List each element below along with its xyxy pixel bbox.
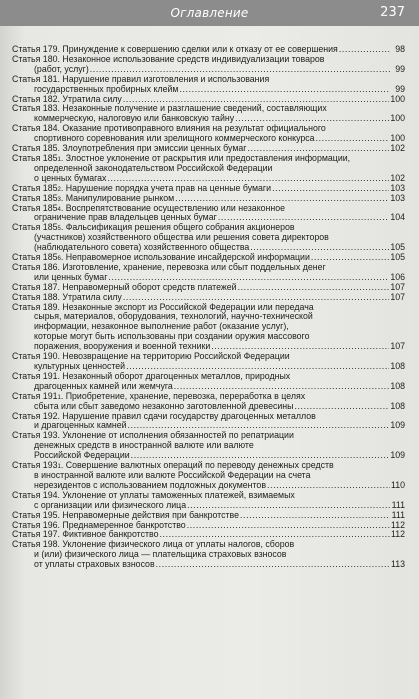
article-number: Статья 185 [12,192,58,203]
entry-text: определенной законодательством Российской Федерации [34,162,273,173]
entry-text: Статья 180. Незаконное использование средств индивидуализации товаров [12,53,325,64]
entry-page-number: 105 [390,242,405,253]
entry-text: (наблюдательного совета) хозяйственного общества [34,242,250,253]
entry-page-number: 108 [390,380,405,391]
entry-page-number: 113 [390,559,405,570]
entry-text: культурных ценностей [34,361,126,371]
toc-entry-line: Статья 185 4 . Воспрепятствование осуществлению или незаконное [12,202,286,213]
toc-entry-line: Статья 185 2 . Нарушение порядка учета прав на ценные бумаги ..... 103 [12,184,405,194]
entry-text: Статья 194. Уклонение от уплаты таможенных платежей, взимаемых [12,489,295,500]
entry-text: от уплаты страховых взносов [34,559,155,570]
entry-text: о ценных бумагах [34,172,107,183]
toc-entry-line: Статья 185 1 . Злостное уклонение от раскрытия или предоставления информации, [12,152,351,163]
entry-text: поражения, вооружения и военной техники [34,341,211,352]
toc-entry [12,540,405,570]
entry-page-number: 98 [395,44,405,54]
toc-entry [12,412,405,432]
entry-page-number: 111 [391,509,405,520]
running-header [0,0,419,26]
toc-entry [12,154,405,184]
toc-entry [12,303,405,353]
entry-text: Статья 187. Неправомерный оборот средств платежей [12,281,237,292]
dot-leader [240,511,390,521]
entry-text: (работ, услуг) [34,63,89,74]
page-number: 237 [380,5,405,20]
article-number: Статья 185 [12,182,58,193]
entry-text: Статья 179. Принуждение к совершению сделки или к отказу от ее совершения [12,44,338,54]
dot-leader [156,560,390,570]
entry-page-number: 110 [390,479,405,490]
entry-text: спортивного соревнования или зрелищного коммерческого конкурса [34,133,315,144]
toc-entry [12,263,405,283]
entry-text: Статья 191. Незаконный оборот драгоценных металлов, природных [12,370,291,381]
entry-page-number: 111 [391,499,405,510]
toc-entry [12,194,405,204]
entry-page-number: 109 [390,450,405,461]
dot-leader [238,283,390,293]
entry-text: коммерческую, налоговую или банковскую тайну [34,113,235,124]
entry-page-number: 99 [395,83,405,94]
article-number: Статья 191 [12,390,58,401]
toc-entry [12,461,405,491]
entry-page-number: 112 [390,529,405,540]
entry-text: Статья 195. Неправомерные действия при банкротстве [12,509,240,520]
entry-text: и драгоценных камней [34,420,127,431]
entry-text: . Приобретение, хранение, перевозка, переработка в целях [60,390,306,401]
dot-leader [187,521,390,531]
entry-text: ограничение прав владельцев ценных бумаг [34,212,217,223]
entry-text: в иностранной валюте или валюте Российской Федерации на счета [34,469,311,480]
entry-text: Статья 192. Нарушение правил сдачи государству драгоценных металлов [12,410,316,421]
entry-page-number: 100 [390,113,405,124]
entry-text: Статья 182. Утратила силу [12,93,122,104]
toc-entry [12,491,405,511]
toc-entry [12,392,405,412]
toc-entry-line [12,560,405,570]
entry-text: Статья 190. Невозвращение на территорию Российской Федерации [12,351,290,362]
article-number: Статья 185 [12,152,58,163]
entry-text: Статья 196. Преднамеренное банкротство [12,519,186,530]
entry-text: Статья 184. Оказание противоправного влияния на результат официального [12,123,326,134]
entry-text: или ценных бумаг [34,271,108,282]
table-of-contents [12,45,405,570]
dot-leader [316,134,390,144]
entry-text: и (или) физического лица — плательщика страховых взносов [34,549,287,560]
entry-text: Статья 181. Нарушение правил изготовления и использования [12,73,270,84]
entry-page-number: 109 [390,420,405,431]
entry-text: . Фальсификация решения общего собрания акционеров [60,222,295,233]
toc-entry-line: Статья 185 3 . Манипулирование рынком ..... 103 [12,194,405,204]
entry-text: . Манипулирование рынком [60,192,175,203]
entry-page-number: 107 [390,281,405,292]
entry-text: сбыта или сбыт заведомо незаконно заготовленной древесины [34,400,294,411]
toc-entry [12,124,405,144]
toc-entry [12,104,405,124]
entry-text: Статья 193. Уклонение от исполнения обязанностей по репатриации [12,430,294,441]
toc-entry-line: Статья 185 6 . Неправомерное использование инсайдерской информации ..... 105 [12,253,405,263]
entry-text: Статья 188. Утратила силу [12,291,122,302]
entry-text: которые могут быть использованы при создании оружия массового [34,331,310,342]
entry-text: Статья 197. Фиктивное банкротство [12,529,159,540]
entry-text: . Совершение валютных операций по переводу денежных средств [60,460,334,471]
entry-text: Статья 185. Злоупотребления при эмиссии ценных бумаг [12,143,247,154]
article-number: Статья 185 [12,252,58,263]
entry-text: . Неправомерное использование инсайдерской информации [60,252,310,263]
article-number: Статья 185 [12,202,58,213]
entry-text: . Нарушение порядка учета прав на ценные бумаги [60,182,272,193]
entry-text: (участников) хозяйственного общества или решения совета директоров [34,232,329,243]
entry-text: с организации или физического лица [34,499,187,510]
entry-text: Статья 198. Уклонение физического лица от уплаты налогов, сборов [12,539,295,550]
toc-entry [12,223,405,253]
entry-text: . Воспрепятствование осуществлению или незаконное [60,202,286,213]
toc-entry [12,372,405,392]
entry-page-number: 105 [390,252,405,263]
entry-text: государственных пробирных клейм [34,83,179,94]
dot-leader [272,184,389,194]
dot-leader [339,45,390,55]
toc-entry [12,55,405,75]
entry-page-number: 102 [390,143,405,154]
entry-page-number: 103 [390,192,405,203]
entry-page-number: 108 [390,400,405,411]
entry-text: Статья 186. Изготовление, хранение, перевозка или сбыт поддельных денег [12,261,326,272]
toc-entry-line: Статья 193 1 . Совершение валютных операций по переводу денежных средств [12,460,334,471]
dot-leader [179,85,390,95]
entry-text: Российской Федерации [34,450,130,461]
entry-page-number: 103 [390,182,405,193]
toc-entry [12,75,405,95]
entry-page-number: 102 [390,172,405,183]
entry-page-number: 99 [395,63,405,74]
article-number: Статья 193 [12,460,58,471]
entry-page-number: 100 [390,93,405,104]
toc-entry [12,431,405,461]
entry-page-number: 106 [390,271,405,282]
toc-entry-line [12,511,405,521]
header-title: Оглавление [170,6,249,20]
article-number: Статья 185 [12,222,58,233]
toc-entry [12,511,405,521]
toc-entry-line: Статья 191 1 . Приобретение, хранение, перевозка, переработка в целях [12,390,306,401]
entry-page-number: 112 [390,519,405,530]
toc-entry [12,352,405,372]
entry-page-number: 100 [390,133,405,144]
entry-page-number: 104 [390,212,405,223]
dot-leader [175,194,389,204]
entry-page-number: 107 [390,291,405,302]
entry-text: Статья 183. Незаконные получение и разглашение сведений, составляющих [12,103,327,114]
entry-text: сырья, материалов, оборудования, технологий, научно-технической [34,311,313,322]
entry-text: нерезидентов с использованием подложных документов [34,479,266,490]
entry-text: драгоценных камней или жемчуга [34,380,173,391]
entry-page-number: 107 [390,341,405,352]
toc-entry-line: Статья 185 5 . Фальсификация решения общего собрания акционеров [12,222,295,233]
entry-page-number: 108 [390,361,405,371]
entry-text: информации, незаконное выполнение работ (оказание услуг), [34,321,289,332]
entry-text: . Злостное уклонение от раскрытия или предоставления информации, [60,152,351,163]
toc-entry [12,204,405,224]
entry-text: Статья 189. Незаконные экспорт из Российской Федерации или передача [12,301,314,312]
entry-text: денежных средств в иностранной валюте или валюте [34,440,254,451]
